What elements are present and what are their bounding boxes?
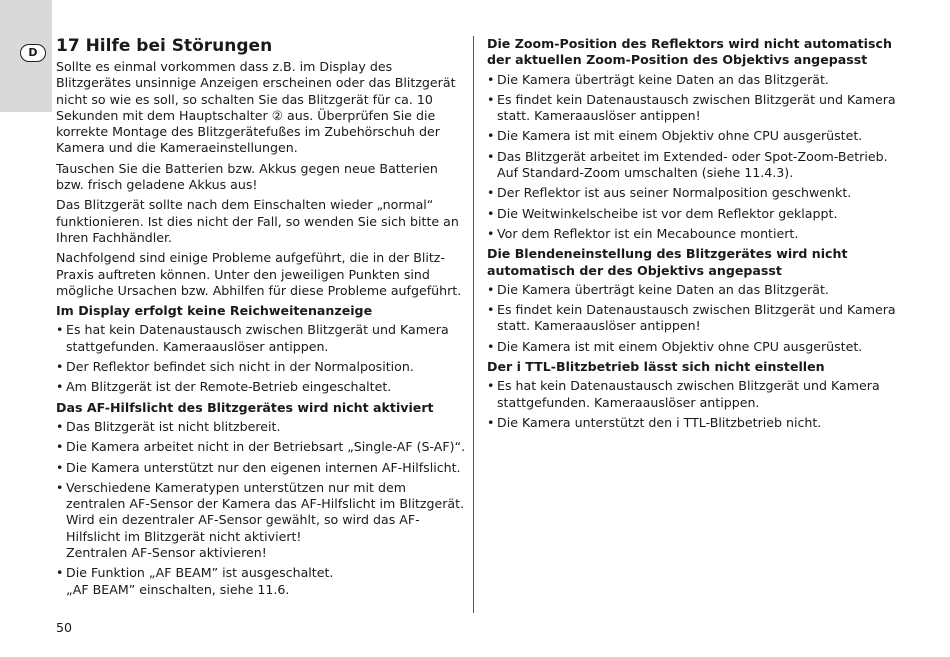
page-title: 17 Hilfe bei Störungen xyxy=(56,36,273,56)
language-badge: D xyxy=(20,44,46,62)
list-item: • Das Blitzgerät arbeitet im Extended- oder Spot-Zoom-Betrieb. Auf Standard-Zoom umschalten (siehe 11.4.3). xyxy=(487,149,897,182)
section-heading-zoom-position: Die Zoom-Position des Reflektors wird nicht automatisch der aktuellen Zoom-Position des Objektivs angepasst xyxy=(487,36,892,68)
list-item: • Die Weitwinkelscheibe ist vor dem Reflektor geklappt. xyxy=(487,206,897,222)
left-column xyxy=(56,36,466,602)
list-item: • Es hat kein Datenaustausch zwischen Blitzgerät und Kamera stattgefunden. Kameraauslöser antippen. xyxy=(487,378,897,411)
list-item: • Es findet kein Datenaustausch zwischen Blitzgerät und Kamera statt. Kameraauslöser antippen! xyxy=(487,302,897,335)
intro-paragraph-1: Sollte es einmal vorkommen dass z.B. im Display des Blitzgerätes unsinnige Anzeigen erscheinen oder das Blitzgerät nicht so wie es soll, so schalten Sie das Blitzgerät für ca. 10 Sekunden mit dem Hauptschalter ② aus. Überprüfen Sie die korrekte Montage des Blitzgerätefußes im Zubehörschuh der Kamera und die Kameraeinstellungen. xyxy=(56,59,456,156)
list-item: • Die Kamera ist mit einem Objektiv ohne CPU ausgerüstet. xyxy=(487,339,897,355)
list-item: • Verschiedene Kameratypen unterstützen nur mit dem zentralen AF-Sensor der Kamera das AF-Hilfslicht im Blitzgerät. Wird ein dezentraler AF-Sensor gewählt, so wird das AF-Hilfslicht im Blitzgerät nicht aktiviert! Zentralen AF-Sensor aktivieren! xyxy=(56,480,466,561)
list-item: • Die Kamera arbeitet nicht in der Betriebsart „Single-AF (S-AF)“. xyxy=(56,439,466,455)
section-list-range-display xyxy=(56,322,466,395)
section-list-zoom-position xyxy=(487,72,897,243)
section-heading-aperture: Die Blendeneinstellung des Blitzgerätes wird nicht automatisch der des Objektivs angepasst xyxy=(487,246,848,278)
language-tab xyxy=(0,0,52,112)
list-item: • Die Kamera unterstützt den i TTL-Blitzbetrieb nicht. xyxy=(487,415,897,431)
list-item: • Die Kamera überträgt keine Daten an das Blitzgerät. xyxy=(487,282,897,298)
list-item: • Es findet kein Datenaustausch zwischen Blitzgerät und Kamera statt. Kameraauslöser antippen! xyxy=(487,92,897,125)
list-item: • Der Reflektor befindet sich nicht in der Normalposition. xyxy=(56,359,466,375)
list-item: • Am Blitzgerät ist der Remote-Betrieb eingeschaltet. xyxy=(56,379,466,395)
intro-paragraph-4: Nachfolgend sind einige Probleme aufgeführt, die in der Blitz-Praxis auftreten können. Unter den jeweiligen Punkten sind mögliche Ursachen bzw. Abhilfen für diese Probleme aufgeführt. xyxy=(56,250,462,298)
section-list-aperture xyxy=(487,282,897,355)
right-column xyxy=(487,36,897,435)
list-item: • Der Reflektor ist aus seiner Normalposition geschwenkt. xyxy=(487,185,897,201)
section-heading-range-display: Im Display erfolgt keine Reichweitenanzeige xyxy=(56,303,373,319)
list-item: • Die Funktion „AF BEAM” ist ausgeschaltet. „AF BEAM” einschalten, siehe 11.6. xyxy=(56,565,466,598)
list-item: • Das Blitzgerät ist nicht blitzbereit. xyxy=(56,419,466,435)
column-divider xyxy=(473,36,474,613)
section-list-ittl xyxy=(487,378,897,431)
page-number: 50 xyxy=(56,620,73,635)
section-list-af-assist xyxy=(56,419,466,598)
list-item: • Vor dem Reflektor ist ein Mecabounce montiert. xyxy=(487,226,897,242)
list-item: • Die Kamera unterstützt nur den eigenen internen AF-Hilfslicht. xyxy=(56,460,466,476)
list-item: • Es hat kein Datenaustausch zwischen Blitzgerät und Kamera stattgefunden. Kameraauslöser antippen. xyxy=(56,322,466,355)
section-heading-af-assist: Das AF-Hilfslicht des Blitzgerätes wird nicht aktiviert xyxy=(56,399,434,415)
intro-paragraph-3: Das Blitzgerät sollte nach dem Einschalten wieder „normal“ funktionieren. Ist dies nicht der Fall, so wenden Sie sich bitte an Ihren Fachhändler. xyxy=(56,197,459,245)
section-heading-ittl: Der i TTL-Blitzbetrieb lässt sich nicht einstellen xyxy=(487,359,825,375)
list-item: • Die Kamera ist mit einem Objektiv ohne CPU ausgerüstet. xyxy=(487,128,897,144)
list-item: • Die Kamera überträgt keine Daten an das Blitzgerät. xyxy=(487,72,897,88)
intro-paragraph-2: Tauschen Sie die Batterien bzw. Akkus gegen neue Batterien bzw. frisch geladene Akkus aus! xyxy=(56,160,438,193)
